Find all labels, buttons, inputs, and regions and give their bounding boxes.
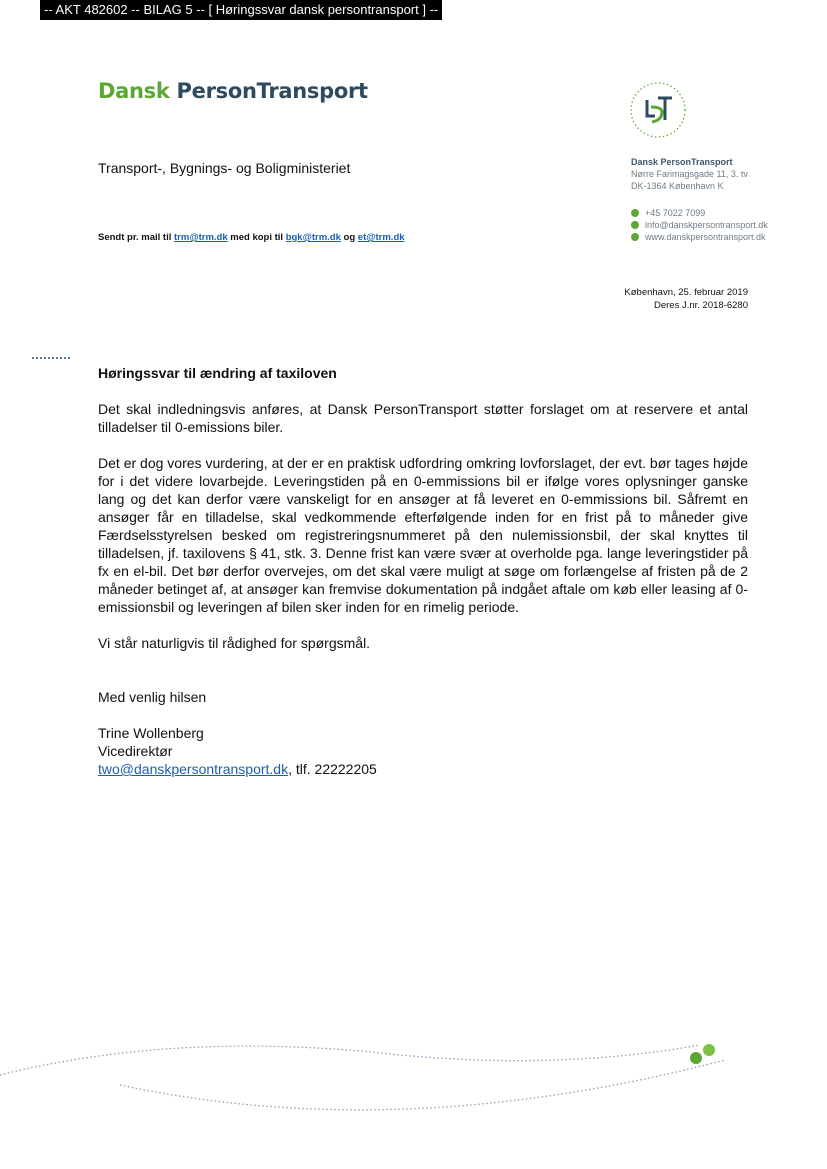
sender-city: DK-1364 København K [631, 181, 724, 191]
signature [98, 724, 748, 778]
web-icon [631, 233, 639, 241]
company-logo [98, 79, 368, 103]
sender-address [631, 156, 748, 192]
closing: Med venlig hilsen [98, 689, 207, 705]
date-block [624, 286, 748, 312]
footer-dot-right [703, 1044, 715, 1056]
recipient: Transport-, Bygnings- og Boligministeriet [98, 160, 351, 176]
sender-name: Dansk PersonTransport [631, 157, 733, 167]
email-link-trm[interactable]: trm@trm.dk [174, 232, 228, 243]
logo-word-persontransport: PersonTransport [176, 79, 368, 103]
fold-mark [32, 357, 70, 359]
sent-prefix: Sendt pr. mail til [98, 232, 172, 243]
sent-line [98, 232, 405, 243]
paragraph-1: Det skal indledningsvis anføres, at Dansk PersonTransport støtter forslaget om at reservere et antal tilladelser til 0-emissions biler. [98, 401, 748, 435]
logo-word-dansk: Dansk [98, 79, 170, 103]
signature-contact [98, 760, 748, 778]
document-header-bar: -- AKT 482602 -- BILAG 5 -- [ Høringssvar dansk persontransport ] -- [40, 0, 442, 20]
paragraph-3: Vi står naturligvis til rådighed for spørgsmål. [98, 635, 371, 651]
reference-number: Deres J.nr. 2018-6280 [653, 300, 748, 311]
sent-middle: med kopi til [230, 232, 284, 243]
dpt-emblem-icon [628, 80, 688, 140]
sender-street: Nørre Farimagsgade 11, 3. tv [631, 169, 748, 179]
sent-and: og [343, 232, 356, 243]
signature-title: Vicedirektør [98, 743, 173, 759]
email-link-et[interactable]: et@trm.dk [357, 232, 405, 243]
letter-body [98, 364, 748, 778]
sender-email[interactable]: info@danskpersontransport.dk [645, 220, 768, 230]
phone-icon [631, 209, 639, 217]
signature-email-link[interactable]: two@danskpersontransport.dk [98, 761, 289, 777]
sender-phone: +45 7022 7099 [645, 208, 706, 218]
sender-web[interactable]: www.danskpersontransport.dk [645, 232, 766, 242]
paragraph-2: Det er dog vores vurdering, at der er en praktisk udfordring omkring lovforslaget, der evt. bør tages højde for i det videre lovarbejde. Leveringstiden på en 0-emmissions bil er ifølge vores oplysninger ganske lang og det kan derfor være vanskeligt for en ansøger at få leveret en 0-emmissions bil. Såfremt en ansøger får en tilladelse, skal vedkommende efterfølgende inden for en frist på to måneder give Færdselsstyrelsen besked om registreringsnummeret på den nulemissionsbil, der skal knyttes til tilladelsen, jf. taxilovens § 41, stk. 3. Denne frist kan være svær at overholde pga. lange leveringstider på fx en el-bil. Det bør derfor overvejes, om det skal være muligt at søge om forlængelse af fristen på de 2 måneder betinget af, at ansøger kan fremvise dokumentation på indgået aftale om køb eller leasing af 0-emissionsbil og leveringen af bilen sker inden for en rimelig periode. [98, 455, 748, 615]
footer-decoration [0, 1030, 827, 1140]
signature-name: Trine Wollenberg [98, 725, 204, 741]
date-line: København, 25. februar 2019 [624, 287, 748, 298]
email-link-bgk[interactable]: bgk@trm.dk [285, 232, 341, 243]
signature-phone: , tlf. 22222205 [288, 761, 377, 777]
sender-contact [631, 207, 768, 243]
footer-dot-left [690, 1052, 702, 1064]
email-icon [631, 221, 639, 229]
subject-heading: Høringssvar til ændring af taxiloven [98, 365, 337, 381]
